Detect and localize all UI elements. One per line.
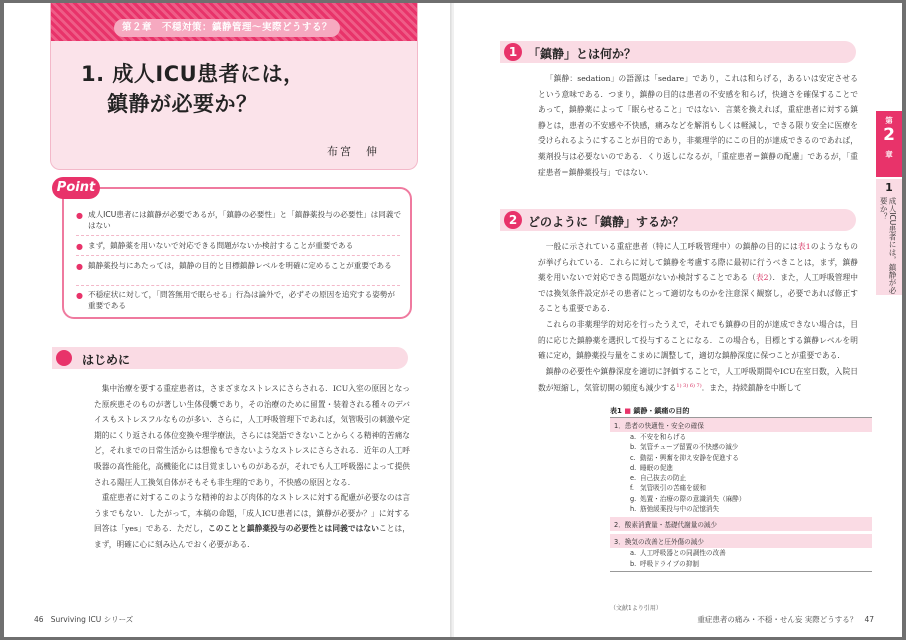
section-2-paragraph-1: 一般に示されている重症患者（特に人工呼吸管理中）の鎮静の目的には表1のようなものが挙げられている．これらに対して鎮静を考慮する際に最初に行うべきことは，まず，鎮静薬を用いないで対応できる問題がないか検討することである（表2）．また，人工呼吸管理中では換気条件設定がその患者にとって適切なものかを注意深く観察し，必要であれば修正することも重要である．: [538, 242, 858, 314]
book-title: 重症患者の痛み・不穏・せん妄 実際どうする？: [697, 615, 858, 624]
point-box: [62, 187, 412, 319]
chapter-label: 第２章 不穏対策：鎮静管理〜実際どうする？: [114, 19, 340, 37]
table-row: b. 気管チューブ留置の不快感の減少: [630, 443, 739, 452]
chapter-number: 2: [883, 125, 895, 145]
table-row: a. 人工呼吸器との同調性の改善: [630, 549, 726, 558]
chapter-side-tab[interactable]: 第 2 章: [876, 111, 902, 177]
section-side-tab[interactable]: 1 成人ICU患者には，鎮静が必要か？: [876, 179, 902, 295]
table-caption: 表1 ■ 鎮静・鎮痛の目的: [610, 407, 690, 415]
table-group-head: 3．換気の改善と圧外傷の減少: [610, 534, 872, 548]
author: 布宮 伸: [327, 145, 379, 158]
intro-body: [94, 381, 410, 553]
section-dot-icon: [56, 350, 72, 366]
intro-paragraph-1: 集中治療を要する重症患者は，さまざまなストレスにさらされる．ICU入室の原因となった原疾患そのものが著しい生体侵襲であり，その治療のために留置・装着される種々のデバイスもストレスフルなものが多い．さらに，人工呼吸管理下であれば，気管吸引の刺激や定期的にくり返される体位変換や理学療法，さらには発語できないことからくる精神的苦痛など，それまでの日常生活からは想像もできないようなストレスにさらされる．近年の人工呼吸器の高性能化，高機能化には目覚ましいものがあるが，それでも人工呼吸器によって提供される陽圧人工換気自体がそもそも非生理的であり，不快感の原因となる．: [94, 384, 410, 487]
section-number-2: 2: [504, 211, 522, 229]
folio-right: [697, 614, 874, 625]
title-line-2: 鎮静が必要か？: [107, 92, 258, 116]
table-row: a. 不安を和らげる: [630, 433, 687, 441]
point-item: ● 鎮静薬投与にあたっては，鎮静の目的と目標鎮静レベルを明確に定めることが重要である: [76, 261, 392, 271]
table-row: c. 動揺・興奮を抑え安静を促進する: [630, 453, 739, 462]
point-item: ● 不穏症状に対して，「問答無用で眠らせる」行為は論外で，必ずその原因を追究する姿勢が重要である: [76, 290, 396, 310]
section-title-intro: はじめに: [82, 353, 131, 367]
section-number-1: 1: [504, 43, 522, 61]
point-item: ● まず，鎮静薬を用いないで対応できる問題がないか検討することが重要である: [76, 241, 354, 251]
table-group-head: 2．酸素消費量・基礎代謝量の減少: [610, 517, 872, 531]
point-divider: [76, 285, 400, 286]
purpose-table: [610, 417, 872, 572]
emphasis-text: このことと鎮静薬投与の必要性とは同義ではない: [207, 524, 379, 534]
section-2-paragraph-2: これらの非薬理学的対応を行ったうえで，それでも鎮静の目的が達成できない場合は，目的に応じた鎮静薬を選択して投与することになる．この場合も，目標とする鎮静レベルを明確に定め，鎮静薬投与量をこまめに調整して，適切な鎮静深度に保つことが重要である．: [538, 319, 858, 361]
bullet-icon: ●: [76, 291, 83, 300]
page-number: 46: [34, 615, 44, 624]
title-line-1: 1. 成人ICU患者には，: [81, 62, 305, 86]
series-name: Surviving ICU シリーズ: [50, 615, 134, 624]
side-tab-title: 成人ICU患者には，鎮静が必要か？: [879, 197, 897, 294]
right-page: [454, 3, 902, 637]
table-row: f. 気管吸引の苦痛を緩和: [630, 484, 706, 493]
bullet-icon: ●: [76, 262, 83, 271]
table-note: （文献1より引用）: [610, 605, 662, 612]
intro-paragraph-2: 重症患者に対するこのような精神的および肉体的なストレスに対する配慮が必要なのは言うまでもない．したがって，本稿の命題，「成人ICU患者には，鎮静が必要か？」に対する回答は「yes」である．ただし，このことと鎮静薬投与の必要性とは同義ではないことは，まず，明確に心に刻み込んでおく必要がある．: [94, 493, 410, 549]
section-title-2: どのように「鎮静」するか？: [528, 215, 685, 229]
table-row: e. 自己抜去の防止: [630, 474, 687, 483]
section-2-body: [538, 239, 858, 397]
page-number: 47: [864, 615, 874, 624]
point-item: ● 成人ICU患者には鎮静が必要であるが，「鎮静の必要性」と「鎮静薬投与の必要性」は同義ではない: [76, 210, 402, 230]
point-badge: Point: [52, 177, 100, 199]
table-row: g. 処置・治療の際の意識消失（麻酔）: [630, 494, 746, 503]
table-row: d. 睡眠の促進: [630, 463, 673, 472]
table-reference[interactable]: 表2: [755, 273, 769, 283]
section-1-paragraph: 「鎮静：sedation」の語源は「sedare」であり，これは和らげる，あるいは安定させるという意味である．つまり，鎮静の目的は患者の不安感を和らげ，快適さを確保することであって，鎮静薬によって「眠らせること」ではない．言葉を換えれば，重症患者に対する鎮静とは，患者の不安感や不快感，痛みなどを解消もしくは軽減し，できる限り安全に医療を受けられるようにすることが目的であり，非薬理学的にこの目的が達成できるのであれば，薬剤投与は必要ないのである．くり返しになるが，「重症患者＝鎮静の配慮」であるが，「重症患者＝鎮静薬投与」ではない．: [538, 74, 858, 177]
bullet-icon: ●: [76, 242, 83, 251]
point-divider: [76, 255, 400, 256]
table-reference[interactable]: 表1: [797, 242, 811, 251]
section-title-1: 「鎮静」とは何か？: [528, 47, 637, 61]
table-row: h. 筋弛緩薬投与中の記憶消失: [630, 505, 720, 514]
chapter-band: [51, 3, 417, 41]
point-divider: [76, 235, 400, 236]
citation[interactable]: 1) 3) 6) 7): [676, 383, 702, 390]
section-2-paragraph-3: 鎮静の必要性や鎮静深度を適切に評価することで，人工呼吸期間やICU在室日数，入院日数が短縮し，気管切開の頻度も減少する$^{1) 3) 6) 7)}$．また，持続鎮静を中断して: [538, 366, 858, 393]
page-title: [81, 59, 305, 119]
table-row: b. 呼吸ドライブの抑制: [610, 559, 872, 572]
section-1-body: [538, 71, 858, 180]
table-group-head: 1．患者の快適性・安全の確保: [610, 418, 872, 432]
left-page: [4, 3, 452, 637]
folio-left: [34, 614, 133, 625]
title-box: [50, 3, 418, 170]
bullet-icon: ●: [76, 211, 83, 220]
